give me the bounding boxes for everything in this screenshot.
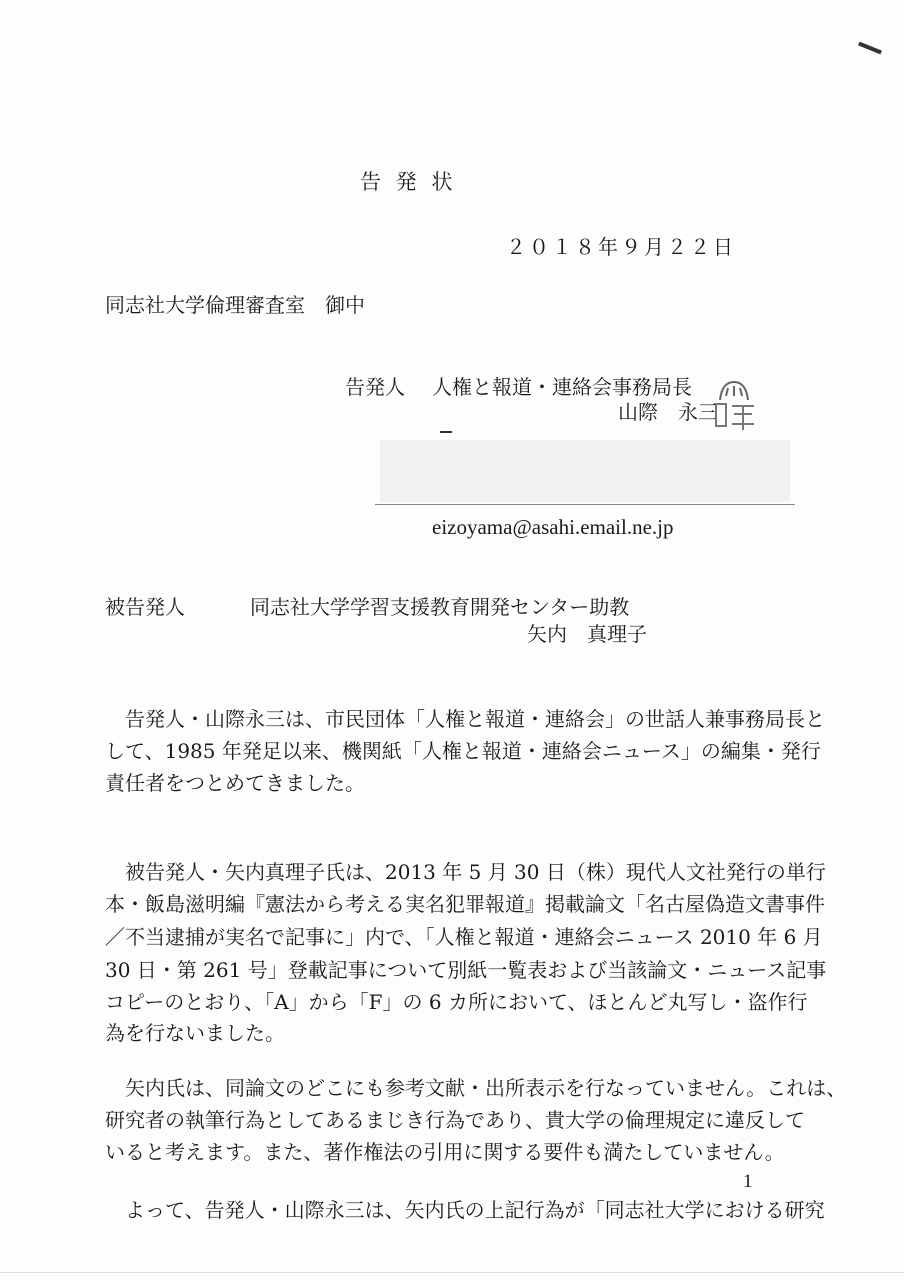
accused-label: 被告発人 (105, 595, 185, 619)
paragraph-line: コピーのとおり、「A」から「F」の 6 カ所において、ほとんど丸写し・盗作行 (105, 990, 808, 1014)
paragraph-line: 責任者をつとめてきました。 (105, 771, 365, 795)
paragraph-line: 為を行ないました。 (105, 1021, 285, 1045)
document-title: 告 発 状 (360, 170, 457, 194)
page-number: 1 (743, 1171, 753, 1192)
page-edge (0, 1272, 904, 1273)
paragraph-line: ／不当逮捕が実名で記事に」内で、「人権と報道・連絡会ニュース 2010 年 6 月 (105, 925, 823, 949)
redaction-dash (440, 431, 452, 433)
scan-mark (858, 42, 882, 55)
paragraph-line: 本・飯島滋明編『憲法から考える実名犯罪報道』掲載論文「名古屋偽造文書事件 (105, 892, 825, 916)
seal-stamp-icon (708, 378, 760, 434)
paragraph-line: 告発人・山際永三は、市民団体「人権と報道・連絡会」の世話人兼事務局長と (105, 707, 825, 731)
complainant-label: 告発人 (345, 375, 405, 399)
accused-name: 矢内 真理子 (527, 622, 647, 646)
paragraph-line: 研究者の執筆行為としてあるまじき行為であり、貴大学の倫理規定に違反して (105, 1108, 805, 1132)
complainant-email: eizoyama@asahi.email.ne.jp (432, 515, 674, 539)
paragraph-line: 矢内氏は、同論文のどこにも参考文献・出所表示を行なっていません。これは、 (105, 1076, 847, 1100)
paragraph-line: 30 日・第 261 号」登載記事について別紙一覧表および当該論文・ニュース記事 (105, 958, 827, 982)
complainant-affiliation: 人権と報道・連絡会事務局長 (432, 375, 692, 399)
redacted-address-area (380, 440, 790, 502)
paragraph-line: よって、告発人・山際永三は、矢内氏の上記行為が「同志社大学における研究 (105, 1198, 825, 1222)
paragraph-line: 被告発人・矢内真理子氏は、2013 年 5 月 30 日（株）現代人文社発行の単行 (105, 860, 826, 884)
paragraph-line: して、1985 年発足以来、機関紙「人権と報道・連絡会ニュース」の編集・発行 (105, 739, 821, 763)
accused-affiliation: 同志社大学学習支援教育開発センター助教 (250, 595, 630, 619)
paragraph-line: いると考えます。また、著作権法の引用に関する要件も満たしていません。 (105, 1140, 785, 1164)
recipient: 同志社大学倫理審査室 御中 (105, 293, 365, 317)
complainant-name: 山際 永三 (618, 400, 718, 424)
document-date: ２０１８年９月２２日 (506, 235, 736, 259)
divider-line (375, 504, 795, 505)
